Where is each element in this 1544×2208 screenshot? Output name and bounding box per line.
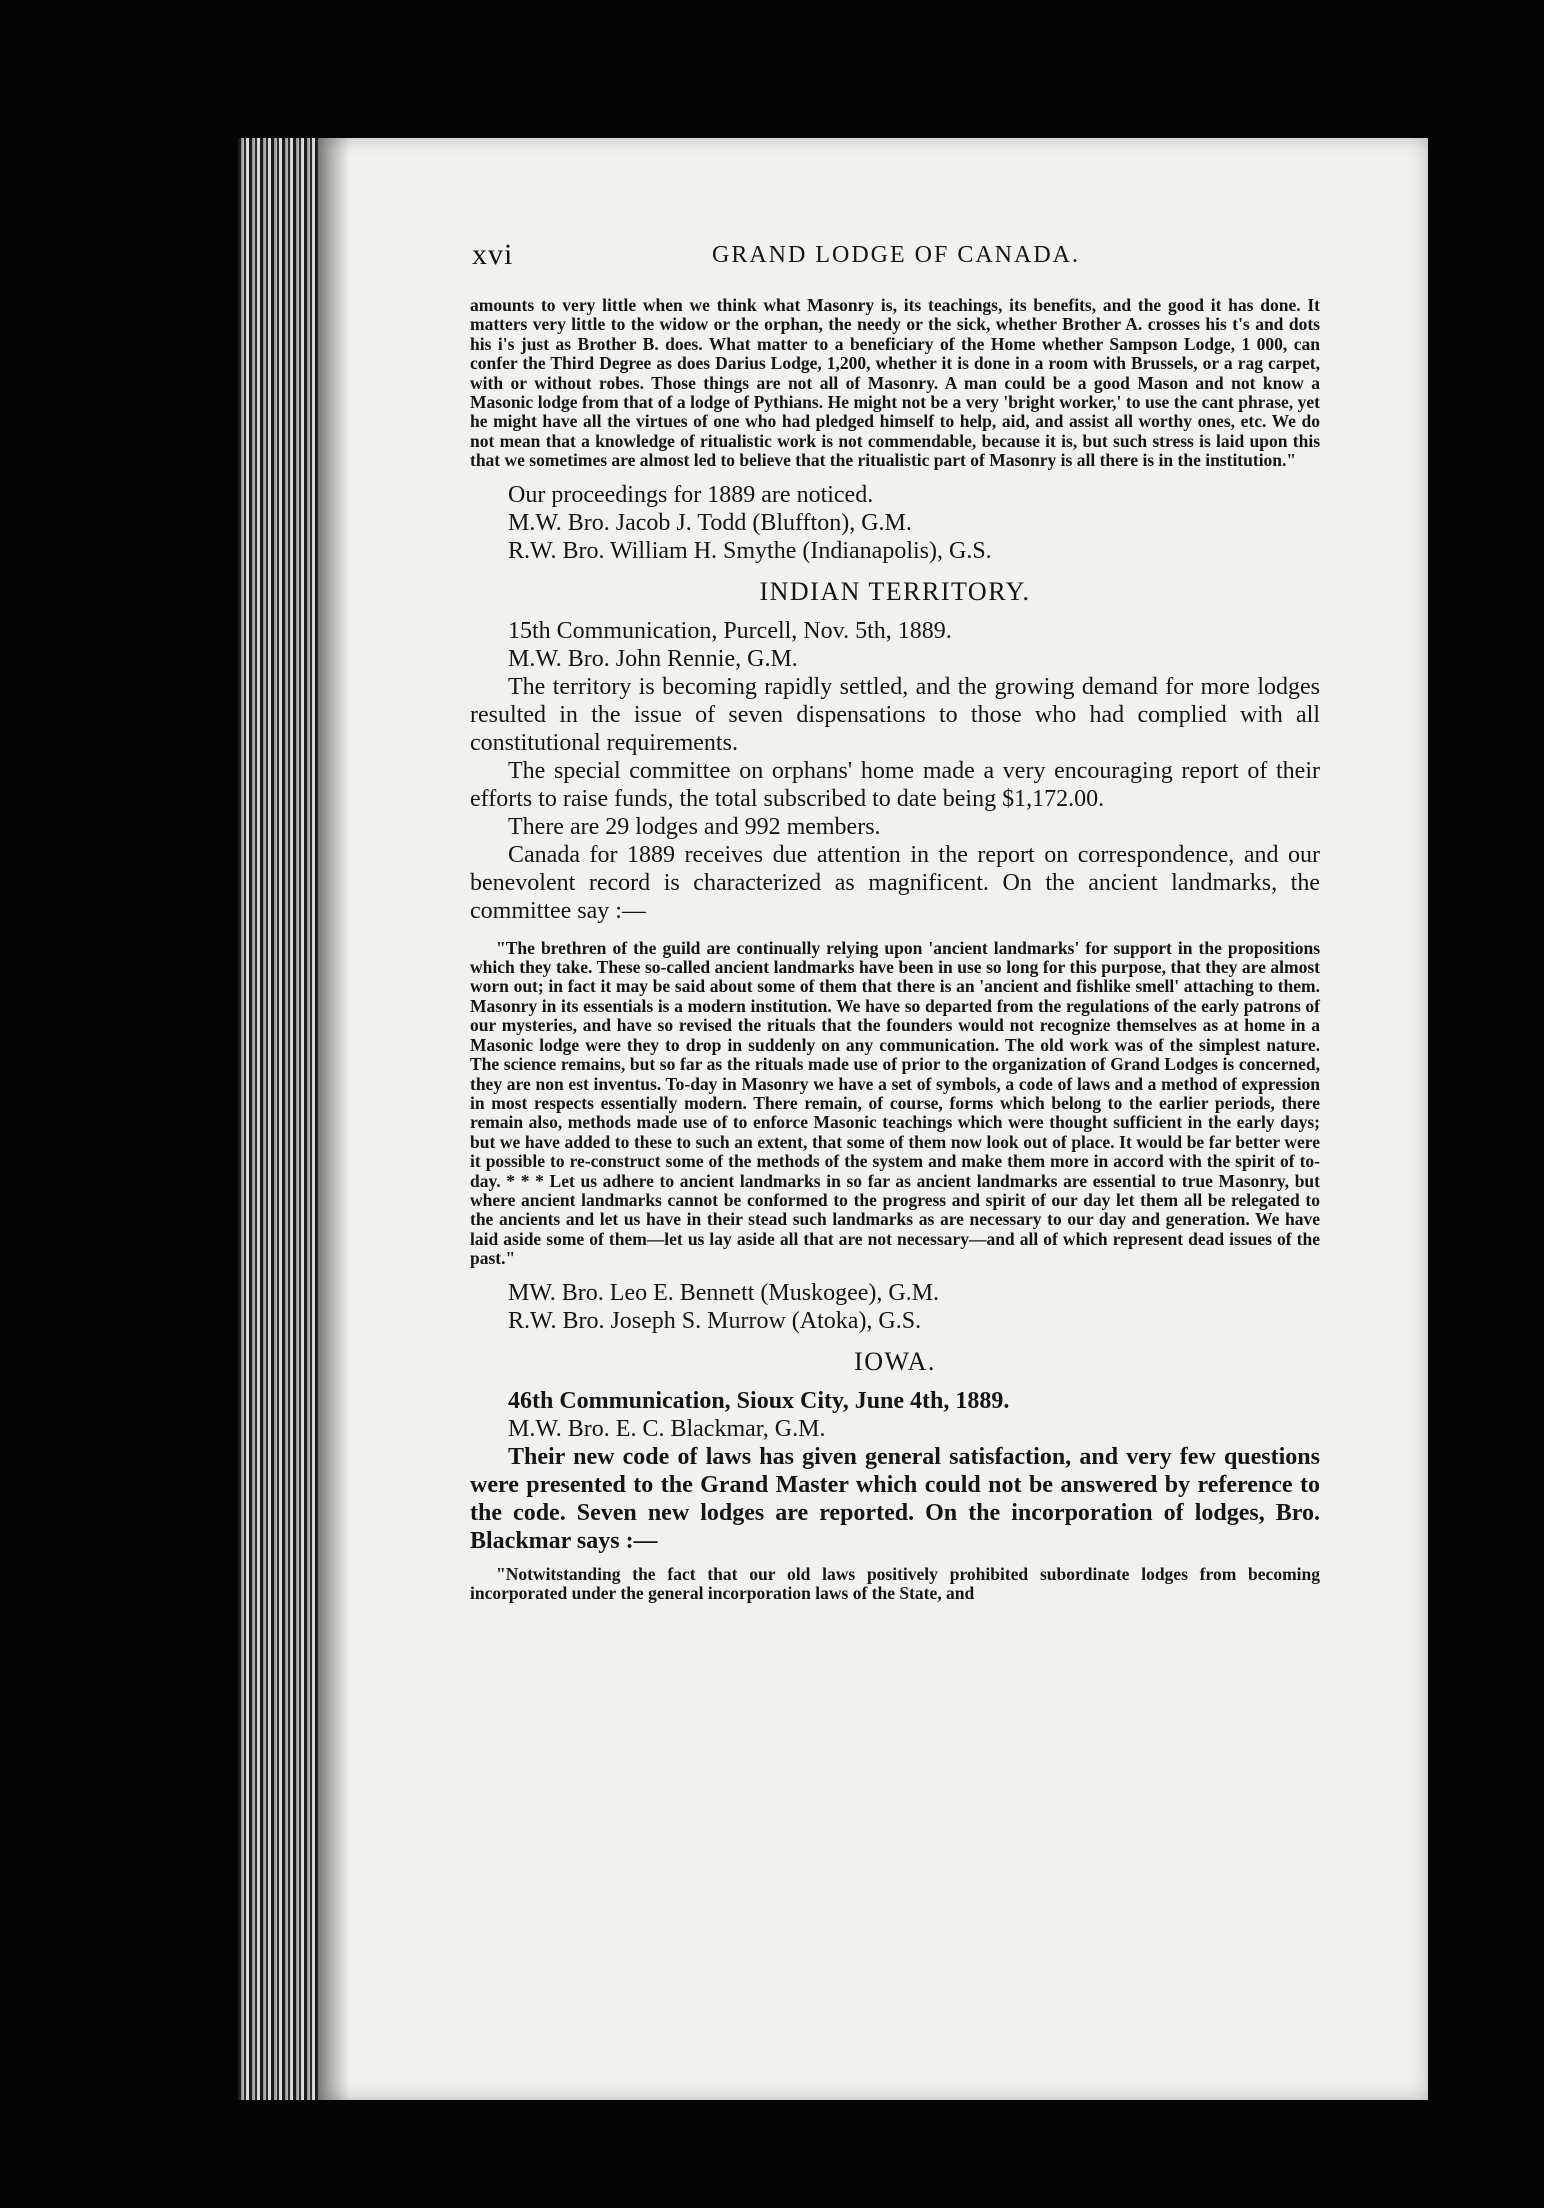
communication-line: 46th Communication, Sioux City, June 4th, 1889. [508, 1387, 1010, 1414]
grand-secretary-line: R.W. Bro. Joseph S. Murrow (Atoka), G.S. [508, 1307, 922, 1334]
text-line: Our proceedings for 1889 are noticed. [508, 481, 874, 508]
page-header [470, 238, 1320, 282]
body-paragraph: The special committee on orphans' home made a very encouraging report of their efforts to raise funds, the total subscribed to date being $1,172.00. [470, 757, 1320, 812]
quote-paragraph: amounts to very little when we think what Masonry is, its teachings, its benefits, and the good it has done. It matters very little to the widow or the orphan, the needy or the sick, whether Brother A. crosses his t's and dots his i's just as Brother B. does. What matter to a beneficiary of the Home whether Sampson Lodge, 1 000, can confer the Third Degree as does Darius Lodge, 1,200, whether it is done in a room with Brussels, or a rag carpet, with or without robes. Those things are not all of Masonry. A man could be a good Mason and not know a Masonic lodge from that of a lodge of Pythians. He might not be a very 'bright worker,' to use the cant phrase, yet he might have all the virtues of one who had pledged himself to help, aid, and assist all worthy ones, etc. We do not mean that a knowledge of ritualistic work is not commendable, because it is, but such stress is laid upon this that we sometimes are almost led to believe that the ritualistic part of Masonry is all there is in the institution." [470, 295, 1320, 471]
gutter-shadow [316, 138, 350, 2100]
page-number: xvi [472, 238, 514, 271]
communication-line: 15th Communication, Purcell, Nov. 5th, 1889. [508, 617, 952, 644]
body-paragraph: Canada for 1889 receives due attention in the report on correspondence, and our benevolent record is characterized as magnificent. On the ancient landmarks, the committee say :— [470, 841, 1320, 924]
grand-secretary-line: R.W. Bro. William H. Smythe (Indianapolis), G.S. [508, 537, 992, 564]
section-heading: INDIAN TERRITORY. [759, 576, 1031, 606]
grand-master-line: M.W. Bro. Jacob J. Todd (Bluffton), G.M. [508, 509, 912, 536]
grand-master-line: MW. Bro. Leo E. Bennett (Muskogee), G.M. [508, 1279, 940, 1306]
grand-master-line: M.W. Bro. E. C. Blackmar, G.M. [508, 1415, 826, 1442]
grand-master-line: M.W. Bro. John Rennie, G.M. [508, 645, 798, 672]
running-title: GRAND LODGE OF CANADA. [712, 242, 1080, 268]
section-heading: IOWA. [854, 1346, 936, 1376]
quote-paragraph: "The brethren of the guild are continually relying upon 'ancient landmarks' for support in the propositions which they take. These so-called ancient landmarks have been in use so long for this purpose, that they are almost worn out; in fact it may be said about some of them that there is an 'ancient and fishlike smell' attaching to them. Masonry in its essentials is a modern institution. We have so departed from the regulations of the early patrons of our mysteries, and have so revised the rituals that the founders would not recognize themselves as at home in a Masonic lodge were they to drop in suddenly on any communication. The old work was of the simplest nature. The science remains, but so far as the rituals made use of prior to the organization of Grand Lodges is concerned, they are non est inventus. To-day in Masonry we have a set of symbols, a code of laws and a method of expression in most respects essentially modern. There remain, of course, forms which belong to the earlier periods, there remain also, methods made use of to enforce Masonic teachings which were thought sufficient in the early days; but we have added to these to such an extent, that some of them now look out of place. It would be far better were it possible to re-construct some of the methods of the system and make them more in accord with the spirit of to-day. * * * Let us adhere to ancient landmarks in so far as ancient landmarks are essential to true Masonry, but where ancient landmarks cannot be conformed to the progress and spirit of our day let them all be relegated to the ancients and let us have in their stead such landmarks as are necessary to our day and generation. We have laid aside some of them—let us lay aside all that are not necessary—and all of which represent dead issues of the past." [470, 937, 1320, 1269]
page-content [470, 238, 1320, 1603]
body-paragraph: Their new code of laws has given general satisfaction, and very few questions were presented to the Grand Master which could not be answered by reference to the code. Seven new lodges are reported. On the incorporation of lodges, Bro. Blackmar says :— [470, 1443, 1320, 1554]
body-paragraph: The territory is becoming rapidly settled, and the growing demand for more lodges resulted in the issue of seven dispensations to those who had complied with all constitutional requirements. [470, 673, 1320, 756]
body-paragraph: There are 29 lodges and 992 members. [508, 813, 881, 840]
quote-paragraph: "Notwitstanding the fact that our old laws positively prohibited subordinate lodges from becoming incorporated under the general incorporation laws of the State, and [470, 1563, 1320, 1603]
